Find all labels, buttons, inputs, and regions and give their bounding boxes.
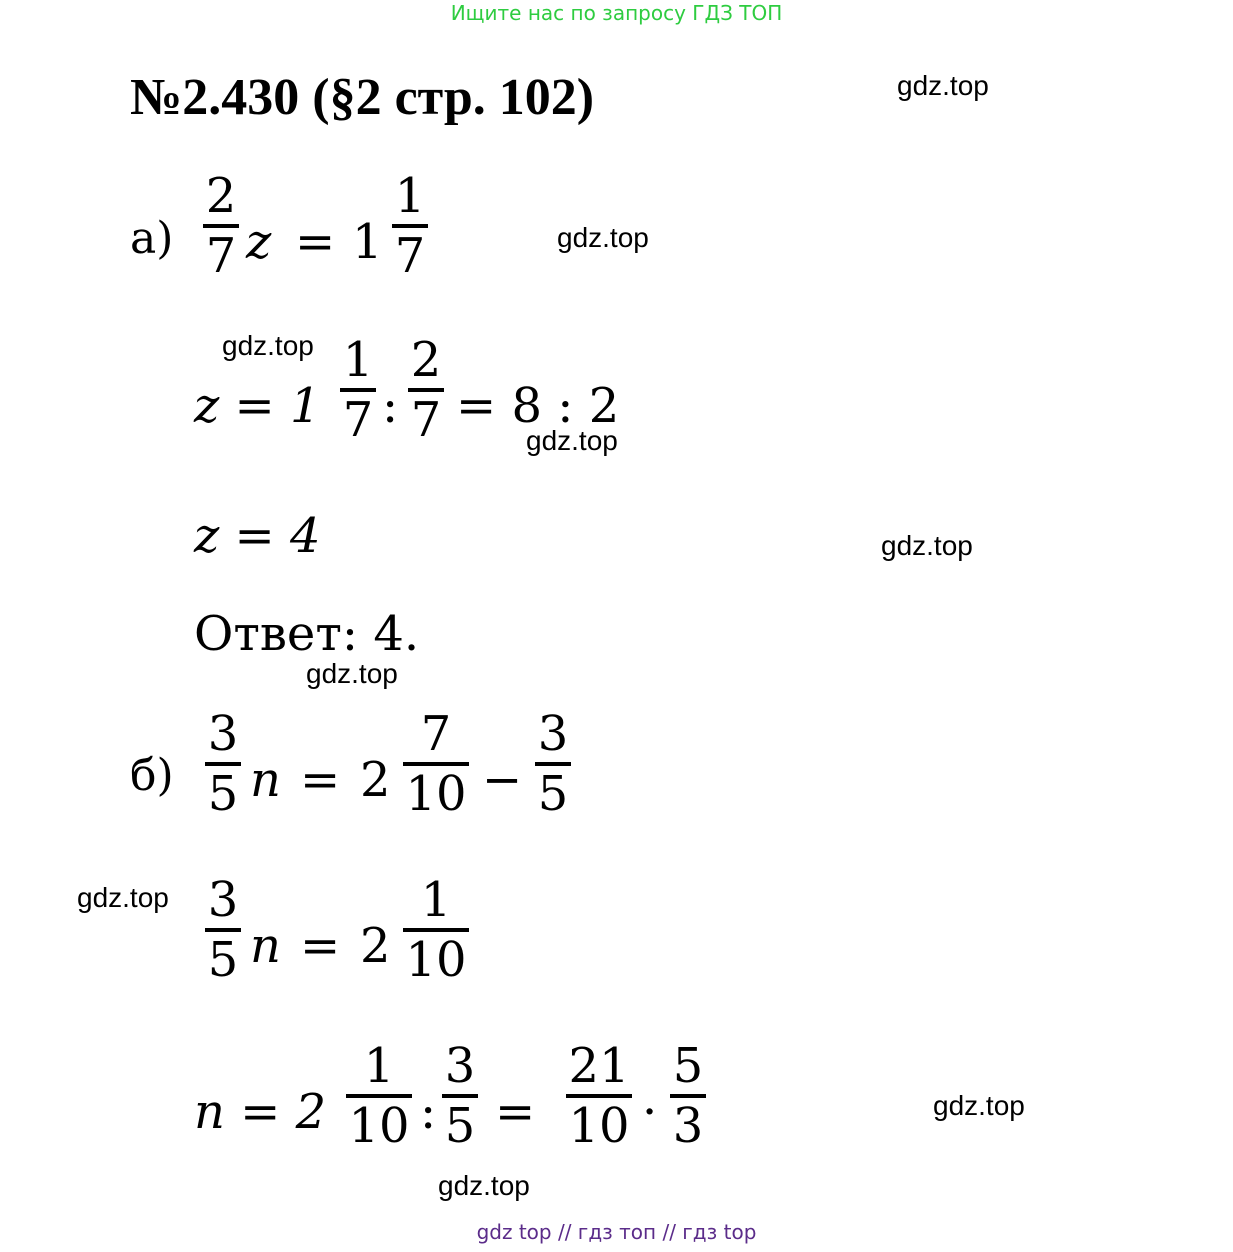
minus-sign: − <box>482 752 523 808</box>
fraction: 2 7 <box>408 336 444 444</box>
colon: : <box>382 378 399 434</box>
equation-lhs: n = 2 <box>194 1084 327 1140</box>
equals-sign: = <box>300 918 341 974</box>
footer-links: gdz top // гдз топ // гдз top <box>476 1220 757 1244</box>
watermark: gdz.top <box>881 530 973 561</box>
watermark: gdz.top <box>222 330 314 361</box>
whole-number: 2 <box>360 918 391 974</box>
fraction: 1 10 <box>403 876 469 984</box>
watermark: gdz.top <box>77 882 169 913</box>
answer: Ответ: 4. <box>194 606 420 662</box>
problem-title: №2.430 (§2 стр. 102) <box>130 69 595 126</box>
fraction: 3 5 <box>205 710 241 818</box>
fraction: 3 5 <box>442 1042 478 1150</box>
colon: : <box>420 1084 437 1140</box>
watermark: gdz.top <box>933 1090 1025 1121</box>
fraction: 1 7 <box>340 336 376 444</box>
part-a-label: а) <box>130 213 174 264</box>
watermark: gdz.top <box>897 70 989 101</box>
fraction: 1 10 <box>346 1042 412 1150</box>
equation-lhs: z = 1 <box>194 378 321 434</box>
whole-number: 2 <box>360 752 391 808</box>
fraction: 1 7 <box>392 172 428 280</box>
whole-number: 1 <box>352 214 383 270</box>
fraction: 7 10 <box>403 710 469 818</box>
fraction: 3 5 <box>535 710 571 818</box>
fraction: 5 3 <box>670 1042 706 1150</box>
equals-sign: = <box>295 214 336 270</box>
fraction: 21 10 <box>566 1042 632 1150</box>
variable: z <box>246 214 272 270</box>
search-banner: Ищите нас по запросу ГДЗ ТОП <box>450 1 783 25</box>
fraction: 2 7 <box>203 172 239 280</box>
multiply-dot: · <box>642 1084 658 1140</box>
equals-sign: = <box>495 1084 536 1140</box>
watermark: gdz.top <box>557 222 649 253</box>
variable: n <box>250 752 281 808</box>
variable: n <box>250 918 281 974</box>
watermark: gdz.top <box>438 1170 530 1201</box>
equation-result: z = 4 <box>194 508 321 564</box>
equation-rhs: = 8 : 2 <box>456 378 620 434</box>
fraction: 3 5 <box>205 876 241 984</box>
watermark: gdz.top <box>526 425 618 456</box>
equals-sign: = <box>300 752 341 808</box>
watermark: gdz.top <box>306 658 398 689</box>
part-b-label: б) <box>130 750 174 801</box>
